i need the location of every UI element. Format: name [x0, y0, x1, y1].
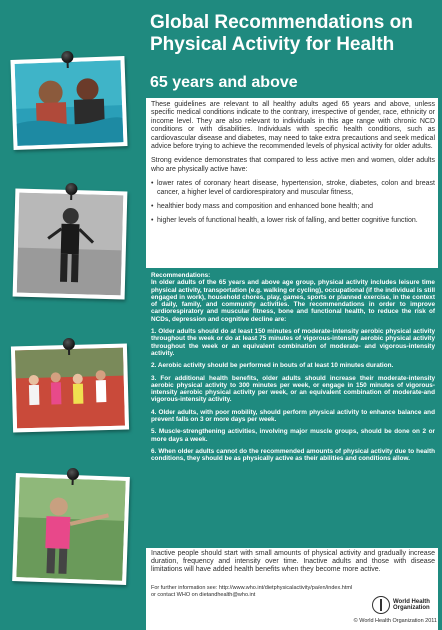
further-information — [151, 585, 371, 599]
recommendation-item: 2. Aerobic activity should be performed in bouts of at least 10 minutes duration. — [151, 362, 394, 370]
who-logo-line-2: Organization — [393, 605, 430, 611]
recommendation-item: 5. Muscle-strengthening activities, involving major muscle groups, should be done on 2 or more days a week. — [151, 428, 435, 443]
walking-photo-illustration — [17, 193, 124, 296]
who-emblem-icon — [372, 596, 390, 614]
title-line-2: Physical Activity for Health — [150, 34, 395, 55]
intro-paragraph-1: These guidelines are relevant to all healthy adults aged 65 years and above, unless specific medical conditions indicate to the contrary, irrespective of gender, race, ethnicity or income level. They are also relevant to individuals in this age range with chronic NCD conditions or with disabilities. Individuals with specific health conditions, such as cardiovascular disease and diabetes, may need to take extra precautions and seek medical advice before trying to achieve the recommended levels of physical activity for older adults. — [151, 101, 435, 151]
further-info-contact[interactable]: or contact WHO on dietandhealth@who.int — [151, 592, 256, 598]
intro-text — [151, 101, 435, 232]
benefits-list — [151, 180, 435, 226]
recommendation-item: 3. For additional health benefits, older adults should increase their moderate-intensity aerobic physical activity to 300 minutes per week, or engage in 150 minutes of vigorous-intensity aerobic physical activity per week, or an equivalent combination of moderate-and vigorous-intensity activity. — [151, 374, 435, 404]
age-group-subtitle: 65 years and above — [150, 74, 298, 91]
photo-walking-senior — [13, 189, 128, 300]
recommendation-item: 1. Older adults should do at least 150 minutes of moderate-intensity aerobic physical activity throughout the week or do at least 75 minutes of vigorous-intensity aerobic physical activity throughout the week or an equivalent combination of moderate- and vigorous-intensity activity. — [151, 328, 435, 357]
group-exercise-illustration — [15, 348, 125, 429]
poster-title — [150, 12, 438, 56]
photo-swimming-seniors — [10, 56, 127, 150]
swimming-photo-illustration — [15, 60, 124, 146]
recommendations-text — [151, 272, 435, 468]
further-info-url[interactable]: For further information see: http://www.who.int/dietphysicalactivity/pa/en/index.html — [151, 585, 353, 591]
photo-group-exercise — [11, 343, 129, 432]
photo-column — [0, 0, 142, 630]
who-logo-text — [393, 599, 430, 612]
recommendation-item: 4. Older adults, with poor mobility, should perform physical activity to enhance balance and prevent falls on 3 or more days per week. — [151, 408, 435, 424]
intro-paragraph-2: Strong evidence demonstrates that compared to less active men and women, older adults who are physically active have: — [151, 157, 435, 173]
tai-chi-illustration — [16, 477, 125, 581]
benefit-item: • higher levels of functional health, a lower risk of falling, and better cognitive function. — [151, 217, 435, 225]
photo-tai-chi — [12, 473, 130, 585]
benefit-item: • healthier body mass and composition and enhanced bone health; and — [151, 203, 435, 211]
title-line-1: Global Recommendations on — [150, 12, 413, 33]
copyright-notice: © World Health Organization 2011 — [353, 618, 437, 624]
recommendation-item: 6. When older adults cannot do the recommended amounts of physical activity due to health conditions, they should be as physically active as their abilities and conditions allow. — [151, 447, 435, 463]
recommendations-heading: Recommendations: — [151, 272, 211, 279]
who-logo — [372, 594, 438, 616]
recommendations-intro: In older adults of the 65 years and above age group, physical activity includes leisure time physical activity, transportation (e.g. walking or cycling), occupational (if the individual is still engaged in work), household chores, play, games, sports or planned exercise, in the context of daily, family, and community activities. The recommendations in order to improve cardiorespiratory and muscular fitness, bone and functional health, to reduce the risk of NCDs, depression and cognitive decline are: — [151, 279, 435, 323]
who-logo-line-1: World Health — [393, 598, 430, 605]
closing-text: Inactive people should start with small amounts of physical activity and gradually increase duration, frequency and intensity over time. Inactive adults and those with disease limitations will have added health benefits when they become more active. — [151, 550, 435, 574]
benefit-item: • lower rates of coronary heart disease, hypertension, stroke, diabetes, colon and breast cancer, a higher level of cardiorespiratory and muscular fitness, — [151, 180, 435, 197]
